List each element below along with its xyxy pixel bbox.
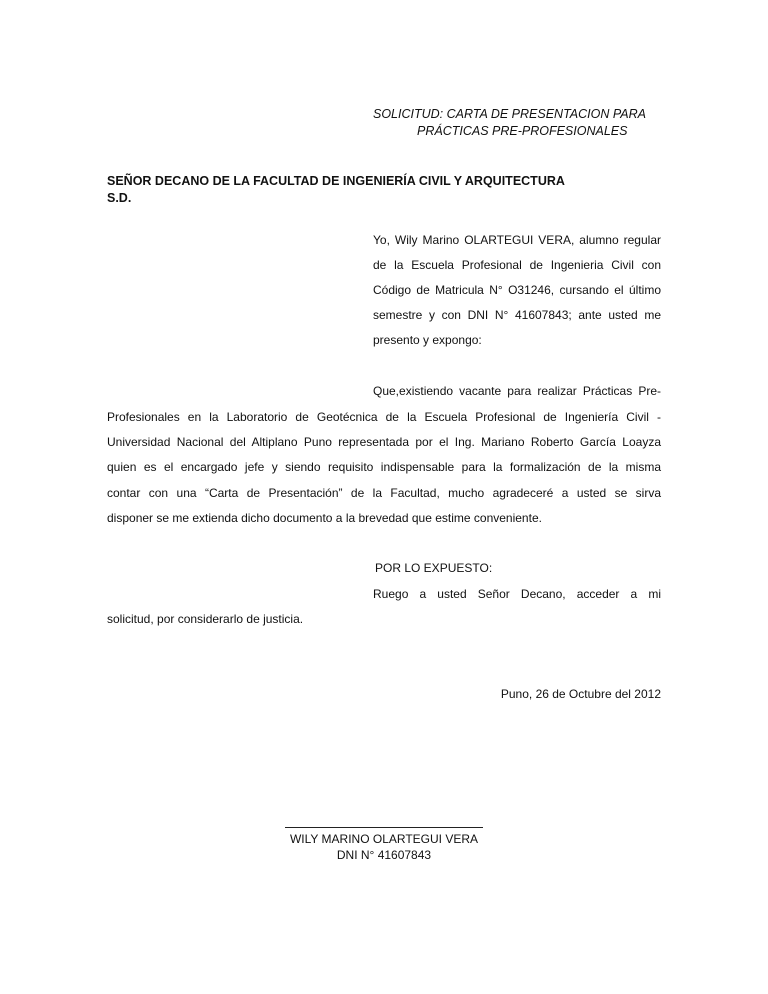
closing-line-2: solicitud, por considerarlo de justicia. [107, 612, 304, 626]
signature-name: WILY MARINO OLARTEGUI VERA [289, 832, 479, 846]
body-line: Que,existiendo vacante para realizar Prácticas Pre- [373, 384, 661, 398]
intro-line: presento y expongo: [373, 333, 482, 347]
body-line: Profesionales en la Laboratorio de Geotécnica de la Escuela Profesional de Ingeniería Civil - [107, 410, 661, 424]
signature-line [285, 827, 483, 828]
body-line: disponer se me extienda dicho documento a la brevedad que estime conveniente. [107, 511, 542, 525]
closing-heading: POR LO EXPUESTO: [375, 561, 493, 575]
closing-line-1: Ruego a usted Señor Decano, acceder a mi [373, 587, 661, 601]
body-line: contar con una “Carta de Presentación” de la Facultad, mucho agradeceré a usted se sirva [107, 486, 661, 500]
intro-line: Código de Matricula N° O31246, cursando el último [373, 283, 661, 297]
subject-line-2: PRÁCTICAS PRE-PROFESIONALES [417, 124, 628, 138]
body-line: Universidad Nacional del Altiplano Puno representada por el Ing. Mariano Roberto García Loayza [107, 435, 661, 449]
addressee-line-1: SEÑOR DECANO DE LA FACULTAD DE INGENIERÍA CIVIL Y ARQUITECTURA [107, 174, 565, 188]
body-line: quien es el encargado jefe y siendo requisito indispensable para la formalización de la misma [107, 460, 661, 474]
subject-line-1: SOLICITUD: CARTA DE PRESENTACION PARA [373, 107, 646, 121]
intro-line: Yo, Wily Marino OLARTEGUI VERA, alumno regular [373, 233, 661, 247]
intro-line: semestre y con DNI N° 41607843; ante usted me [373, 308, 661, 322]
addressee-line-2: S.D. [107, 191, 132, 205]
signature-dni: DNI N° 41607843 [336, 848, 432, 862]
date-line: Puno, 26 de Octubre del 2012 [500, 687, 661, 701]
intro-line: de la Escuela Profesional de Ingenieria Civil con [373, 258, 661, 272]
